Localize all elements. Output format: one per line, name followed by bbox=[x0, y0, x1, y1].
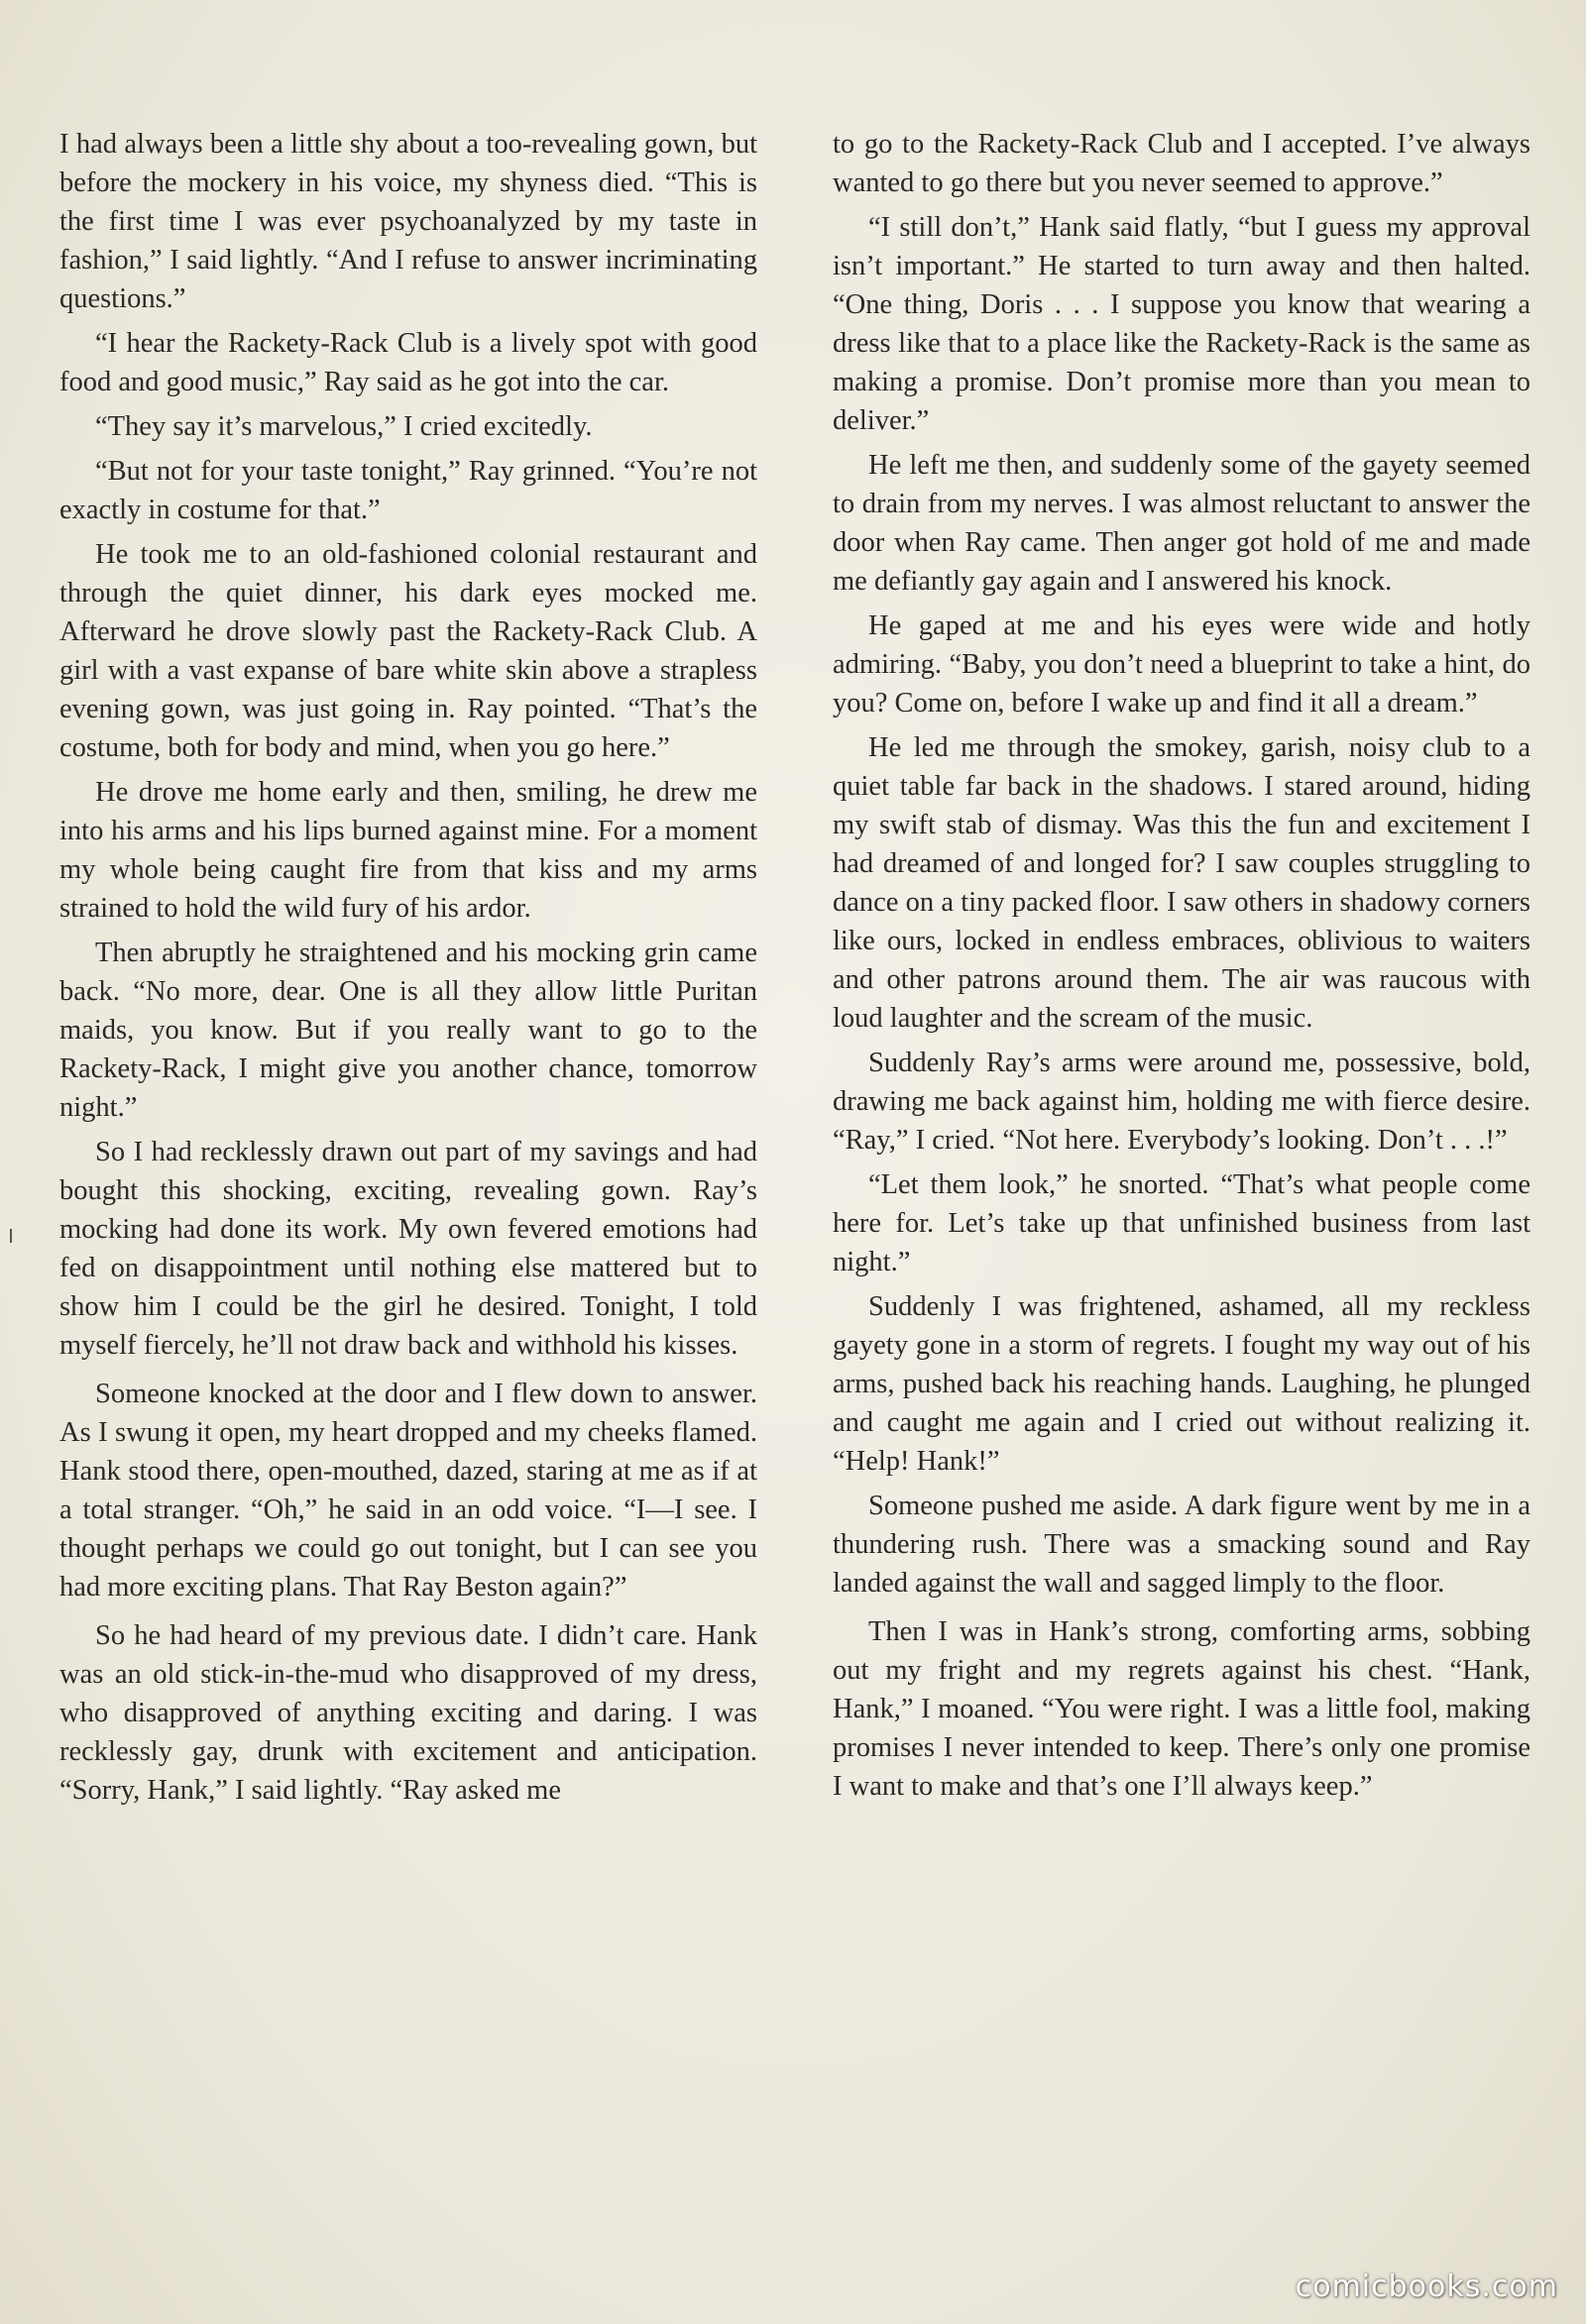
print-mark bbox=[10, 1229, 12, 1243]
paragraph: Then abruptly he straightened and his mocking grin came back. “No more, dear. One is all they allow little Puritan maids, you know. But if you really want to go to the Rackety-Rack, I might give you another chance, tomorrow night.” bbox=[59, 938, 757, 1123]
left-text-column bbox=[59, 125, 757, 1816]
paragraph: He left me then, and suddenly some of the gayety seemed to drain from my nerves. I was almost reluctant to answer the door when Ray came. Then anger got hold of me and made me defiantly gay again and I answered his knock. bbox=[833, 450, 1530, 597]
paragraph: Suddenly Ray’s arms were around me, possessive, bold, drawing me back against him, holding me with fierce desire. “Ray,” I cried. “Not here. Everybody’s looking. Don’t . . .!” bbox=[833, 1048, 1530, 1156]
paragraph: Then I was in Hank’s strong, comforting arms, sobbing out my fright and my regrets against his chest. “Hank, Hank,” I moaned. “You were right. I was a little fool, making promises I never intended to keep. There’s only one promise I want to make and that’s one I’ll always keep.” bbox=[833, 1616, 1530, 1802]
paragraph: “They say it’s marvelous,” I cried excitedly. bbox=[95, 411, 593, 442]
paragraph: He led me through the smokey, garish, noisy club to a quiet table far back in the shadows. I stared around, hiding my swift stab of dismay. Was this the fun and excitement I had dreamed of and longed for? I saw couples struggling to dance on a tiny packed floor. I saw others in shadowy corners like ours, locked in endless embraces, oblivious to waiters and other patrons around them. The air was raucous with loud laughter and the scream of the music. bbox=[833, 732, 1530, 1034]
paragraph: He gaped at me and his eyes were wide and hotly admiring. “Baby, you don’t need a blueprint to take a hint, do you? Come on, before I wake up and find it all a dream.” bbox=[833, 610, 1530, 719]
paragraph: “I still don’t,” Hank said flatly, “but I guess my approval isn’t important.” He started to turn away and then halted. “One thing, Doris . . . I suppose you know that wearing a dress like that to a place like the Rackety-Rack is the same as making a promise. Don’t promise more than you mean to deliver.” bbox=[833, 212, 1530, 436]
paragraph: to go to the Rackety-Rack Club and I accepted. I’ve always wanted to go there but you never seemed to approve.” bbox=[833, 129, 1530, 198]
paragraph: “But not for your taste tonight,” Ray grinned. “You’re not exactly in costume for that.” bbox=[59, 456, 757, 525]
paragraph: So I had recklessly drawn out part of my savings and had bought this shocking, exciting, revealing gown. Ray’s mocking had done its work. My own fevered emotions had fed on disappointment until nothing else mattered but to show him I could be the girl he desired. Tonight, I told myself fiercely, he’ll not draw back and withhold his kisses. bbox=[59, 1137, 757, 1361]
paragraph: He drove me home early and then, smiling, he drew me into his arms and his lips burned against mine. For a moment my whole being caught fire from that kiss and my arms strained to hold the wild fury of his ardor. bbox=[59, 777, 757, 924]
paragraph: “Let them look,” he snorted. “That’s what people come here for. Let’s take up that unfinished business from last night.” bbox=[833, 1169, 1530, 1277]
right-text-column bbox=[833, 125, 1530, 1812]
paragraph: So he had heard of my previous date. I didn’t care. Hank was an old stick-in-the-mud who disapproved of my dress, who disapproved of anything exciting and daring. I was recklessly gay, drunk with excitement and anticipation. “Sorry, Hank,” I said lightly. “Ray asked me bbox=[59, 1620, 757, 1806]
paragraph: Suddenly I was frightened, ashamed, all my reckless gayety gone in a storm of regrets. I fought my way out of his arms, pushed back his reaching hands. Laughing, he plunged and caught me again and I cried out without realizing it. “Help! Hank!” bbox=[833, 1291, 1530, 1477]
paragraph: I had always been a little shy about a too-revealing gown, but before the mockery in his voice, my shyness died. “This is the first time I was ever psychoanalyzed by my taste in fashion,” I said lightly. “And I refuse to answer incriminating questions.” bbox=[59, 129, 757, 314]
paragraph: He took me to an old-fashioned colonial restaurant and through the quiet dinner, his dark eyes mocked me. Afterward he drove slowly past the Rackety-Rack Club. A girl with a vast expanse of bare white skin above a strapless evening gown, was just going in. Ray pointed. “That’s the costume, both for body and mind, when you go here.” bbox=[59, 539, 757, 763]
paragraph: “I hear the Rackety-Rack Club is a lively spot with good food and good music,” Ray said as he got into the car. bbox=[59, 328, 757, 397]
site-watermark: comicbooks.com bbox=[1295, 2269, 1558, 2304]
paragraph: Someone knocked at the door and I flew down to answer. As I swung it open, my heart dropped and my cheeks flamed. Hank stood there, open-mouthed, dazed, staring at me as if at a total stranger. “Oh,” he said in an odd voice. “I—I see. I thought perhaps we could go out tonight, but I can see you had more exciting plans. That Ray Beston again?” bbox=[59, 1379, 757, 1603]
paragraph: Someone pushed me aside. A dark figure went by me in a thundering rush. There was a smacking sound and Ray landed against the wall and sagged limply to the floor. bbox=[833, 1491, 1530, 1599]
